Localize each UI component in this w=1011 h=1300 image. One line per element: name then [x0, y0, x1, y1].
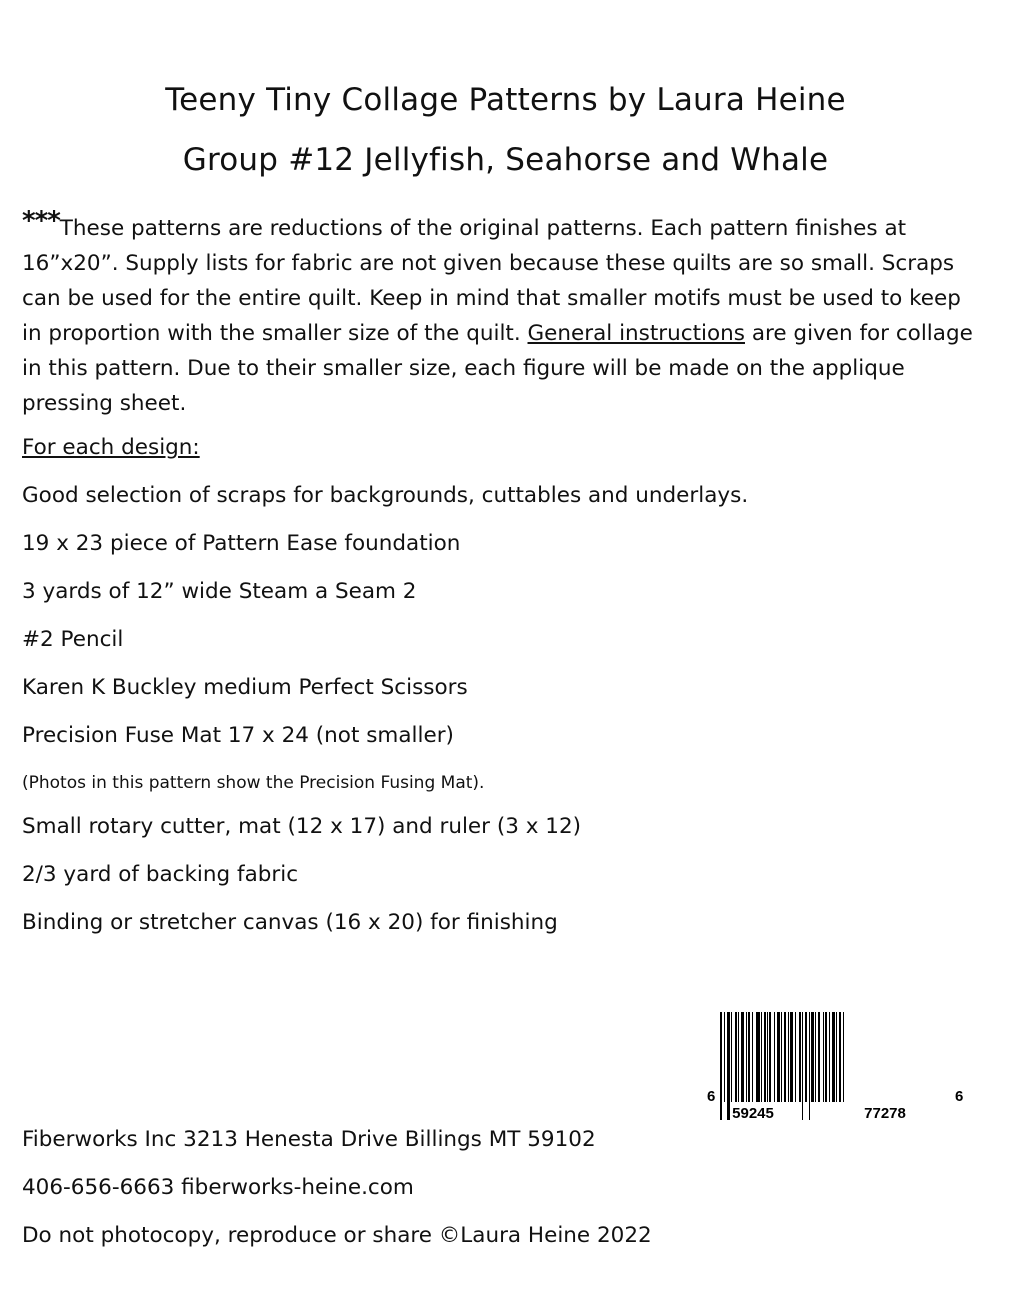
barcode-bar	[781, 1012, 782, 1102]
supply-item: 3 yards of 12” wide Steam a Seam 2	[22, 579, 417, 604]
barcode-bar	[767, 1012, 768, 1102]
intro-text-2: are given for collage in this pattern. Due to their smaller size, each figure will be made on the applique pressing sheet.	[22, 321, 973, 416]
barcode-left-group: 59245	[732, 1105, 774, 1122]
barcode-bar	[752, 1012, 753, 1102]
supply-item: Karen K Buckley medium Perfect Scissors	[22, 675, 468, 700]
barcode-bar	[756, 1012, 760, 1102]
barcode-bar	[738, 1012, 739, 1102]
barcode-bar	[836, 1012, 837, 1102]
intro-text-1: These patterns are reductions of the original patterns. Each pattern finishes at 16”x20”. Supply lists for fabric are not given because these quilts are so small. Scraps can be used for the entire quilt. Keep in mind that smaller motifs must be used to keep in proportion with the smaller size of the quilt.	[22, 216, 961, 346]
barcode-bar	[769, 1012, 771, 1102]
barcode-bar	[720, 1012, 722, 1120]
barcode-right-group: 77278	[864, 1105, 906, 1122]
barcode-bar	[811, 1012, 814, 1102]
page-title: Teeny Tiny Collage Patterns by Laura Heine	[165, 82, 846, 118]
barcode-bar	[727, 1012, 730, 1120]
barcode-bar	[805, 1012, 807, 1102]
general-instructions-link: General instructions	[527, 321, 745, 346]
barcode-bar	[815, 1012, 816, 1102]
barcode-lead-digit: 6	[707, 1088, 716, 1105]
barcode-bar	[764, 1012, 766, 1102]
barcode-bar	[843, 1012, 844, 1102]
barcode-bar	[809, 1012, 810, 1120]
barcode-bar	[839, 1012, 841, 1102]
barcode-bar	[818, 1012, 820, 1102]
company-address: Fiberworks Inc 3213 Henesta Drive Billings MT 59102	[22, 1127, 596, 1152]
barcode-bar	[724, 1012, 725, 1102]
supply-item: Small rotary cutter, mat (12 x 17) and ruler (3 x 12)	[22, 814, 582, 839]
supply-item: 2/3 yard of backing fabric	[22, 862, 299, 887]
asterisks: ***	[22, 206, 60, 236]
barcode-bar	[774, 1012, 775, 1102]
supply-item: #2 Pencil	[22, 627, 124, 652]
copyright-notice: Do not photocopy, reproduce or share ©Laura Heine 2022	[22, 1223, 652, 1248]
barcode-bar	[795, 1012, 796, 1102]
supply-item: Binding or stretcher canvas (16 x 20) for finishing	[22, 910, 558, 935]
barcode-bar	[823, 1012, 824, 1102]
page-subtitle: Group #12 Jellyfish, Seahorse and Whale	[182, 142, 829, 178]
barcode-bar	[799, 1012, 801, 1102]
barcode-bar	[761, 1012, 762, 1102]
intro-paragraph	[22, 204, 982, 421]
supplies-heading: For each design:	[22, 435, 200, 460]
barcode-bar	[825, 1012, 827, 1102]
supply-note: (Photos in this pattern show the Precision Fusing Mat).	[22, 773, 485, 793]
barcode-bar	[784, 1012, 786, 1102]
barcode-bar	[802, 1012, 803, 1120]
company-contact: 406-656-6663 fiberworks-heine.com	[22, 1175, 414, 1200]
supply-item: 19 x 23 piece of Pattern Ease foundation	[22, 531, 461, 556]
barcode-bar	[832, 1012, 835, 1102]
barcode-bar	[735, 1012, 737, 1102]
barcode-bar	[829, 1012, 830, 1102]
barcode-check-digit: 6	[955, 1088, 964, 1105]
upc-barcode	[703, 1010, 973, 1125]
barcode-bar	[741, 1012, 744, 1102]
barcode-bar	[790, 1012, 793, 1102]
supply-item: Good selection of scraps for backgrounds, cuttables and underlays.	[22, 483, 749, 508]
barcode-bar	[788, 1012, 789, 1102]
barcode-bar	[748, 1012, 750, 1102]
barcode-bar	[746, 1012, 747, 1102]
barcode-bar	[731, 1012, 732, 1102]
barcode-bar	[777, 1012, 780, 1102]
supply-item: Precision Fuse Mat 17 x 24 (not smaller)	[22, 723, 454, 748]
